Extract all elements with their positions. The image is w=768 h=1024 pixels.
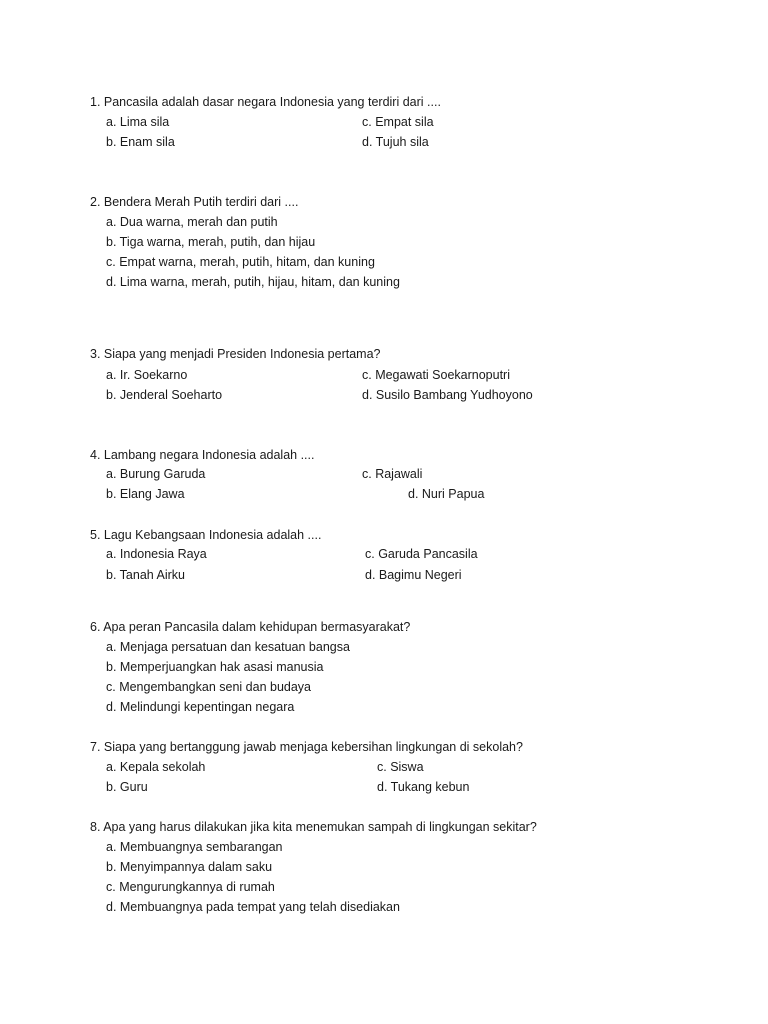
question-6-text: 6. Apa peran Pancasila dalam kehidupan bermasyarakat?: [90, 620, 411, 634]
question-1-option-a: a. Lima sila: [106, 115, 170, 129]
question-8-text: 8. Apa yang harus dilakukan jika kita menemukan sampah di lingkungan sekitar?: [90, 820, 537, 834]
question-7-option-d: d. Tukang kebun: [377, 780, 470, 794]
question-7-option-b: b. Guru: [106, 780, 148, 794]
question-1-option-b: b. Enam sila: [106, 135, 175, 149]
question-4-option-c: c. Rajawali: [362, 467, 423, 481]
question-7-option-a: a. Kepala sekolah: [106, 760, 206, 774]
question-6-option-b: b. Memperjuangkan hak asasi manusia: [106, 660, 324, 674]
question-6-option-d: d. Melindungi kepentingan negara: [106, 700, 295, 714]
question-7-option-c: c. Siswa: [377, 760, 424, 774]
question-8-option-a: a. Membuangnya sembarangan: [106, 840, 283, 854]
question-5-option-d: d. Bagimu Negeri: [365, 568, 462, 582]
question-8-option-c: c. Mengurungkannya di rumah: [106, 880, 275, 894]
question-3-option-a: a. Ir. Soekarno: [106, 368, 188, 382]
question-1-text: 1. Pancasila adalah dasar negara Indonesia yang terdiri dari ....: [90, 95, 441, 109]
question-4-option-a: a. Burung Garuda: [106, 467, 206, 481]
question-3-text: 3. Siapa yang menjadi Presiden Indonesia pertama?: [90, 347, 381, 361]
question-2-option-d: d. Lima warna, merah, putih, hijau, hitam, dan kuning: [106, 275, 400, 289]
question-1-option-d: d. Tujuh sila: [362, 135, 429, 149]
question-8-option-b: b. Menyimpannya dalam saku: [106, 860, 273, 874]
question-4-text: 4. Lambang negara Indonesia adalah ....: [90, 448, 315, 462]
question-3-option-c: c. Megawati Soekarnoputri: [362, 368, 510, 382]
question-2-option-b: b. Tiga warna, merah, putih, dan hijau: [106, 235, 316, 249]
question-5-option-a: a. Indonesia Raya: [106, 547, 207, 561]
question-3-option-b: b. Jenderal Soeharto: [106, 388, 223, 402]
question-4-option-d: d. Nuri Papua: [408, 487, 485, 501]
question-8-option-d: d. Membuangnya pada tempat yang telah disediakan: [106, 900, 400, 914]
question-2-option-a: a. Dua warna, merah dan putih: [106, 215, 278, 229]
question-2-text: 2. Bendera Merah Putih terdiri dari ....: [90, 195, 299, 209]
question-4-option-b: b. Elang Jawa: [106, 487, 185, 501]
question-2-option-c: c. Empat warna, merah, putih, hitam, dan kuning: [106, 255, 375, 269]
question-6-option-c: c. Mengembangkan seni dan budaya: [106, 680, 312, 694]
question-1-option-c: c. Empat sila: [362, 115, 434, 129]
question-6-option-a: a. Menjaga persatuan dan kesatuan bangsa: [106, 640, 350, 654]
question-5-option-b: b. Tanah Airku: [106, 568, 185, 582]
question-5-option-c: c. Garuda Pancasila: [365, 547, 478, 561]
question-3-option-d: d. Susilo Bambang Yudhoyono: [362, 388, 533, 402]
question-7-text: 7. Siapa yang bertanggung jawab menjaga kebersihan lingkungan di sekolah?: [90, 740, 523, 754]
question-5-text: 5. Lagu Kebangsaan Indonesia adalah ....: [90, 528, 322, 542]
